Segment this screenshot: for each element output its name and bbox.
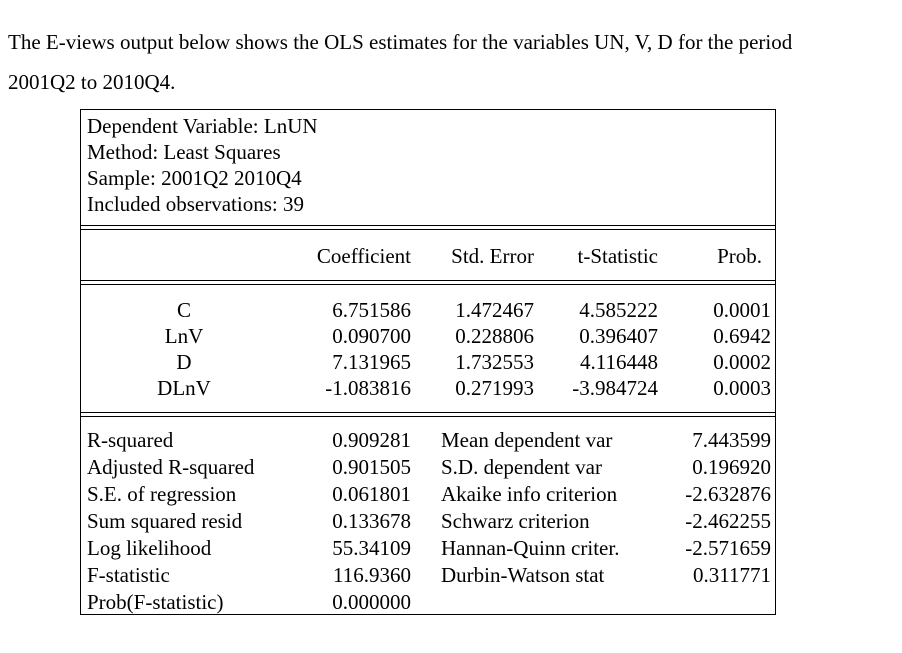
- stat-label-right: Mean dependent var: [441, 428, 613, 452]
- coef-variable: C: [176, 298, 191, 322]
- coef-std-error: 1.732553: [455, 350, 534, 374]
- column-header-t-statistic: t-Statistic: [577, 244, 658, 268]
- stat-value-right: -2.632876: [685, 482, 771, 506]
- coef-prob: 0.0002: [713, 350, 771, 374]
- method-label: Method: Least Squares: [87, 140, 281, 164]
- stat-label-right: Hannan-Quinn criter.: [441, 536, 620, 560]
- coef-variable: D: [176, 350, 192, 374]
- stat-value: 0.133678: [332, 509, 411, 533]
- stat-label-right: Durbin-Watson stat: [441, 563, 605, 587]
- column-header-coefficient: Coefficient: [316, 244, 411, 268]
- divider-line: [81, 280, 775, 281]
- divider-line: [81, 284, 775, 285]
- stat-label-right: Akaike info criterion: [441, 482, 618, 506]
- stat-value-right: -2.571659: [685, 536, 771, 560]
- column-header-prob: Prob.: [717, 244, 762, 268]
- stat-value: 0.901505: [332, 455, 411, 479]
- coef-std-error: 1.472467: [455, 298, 534, 322]
- coef-prob: 0.0003: [713, 376, 771, 400]
- intro-line-2: 2001Q2 to 2010Q4.: [8, 70, 176, 94]
- stat-value: 0.909281: [332, 428, 411, 452]
- intro-line-1: The E-views output below shows the OLS estimates for the variables UN, V, D for the period: [8, 30, 793, 54]
- observations-label: Included observations: 39: [87, 192, 304, 216]
- intro-text: [8, 22, 894, 102]
- stat-value-right: 0.196920: [692, 455, 771, 479]
- stat-label-right: Schwarz criterion: [441, 509, 590, 533]
- stat-value-right: -2.462255: [685, 509, 771, 533]
- stat-label: S.E. of regression: [87, 482, 237, 506]
- stat-label: Adjusted R-squared: [87, 455, 255, 479]
- dependent-variable-label: Dependent Variable: LnUN: [87, 114, 318, 138]
- column-header-std-error: Std. Error: [451, 244, 534, 268]
- coef-std-error: 0.228806: [455, 324, 534, 348]
- stat-value: 0.061801: [332, 482, 411, 506]
- coef-variable: DLnV: [157, 376, 211, 400]
- coef-std-error: 0.271993: [455, 376, 534, 400]
- stat-value: 55.34109: [332, 536, 411, 560]
- coef-value: 0.090700: [332, 324, 411, 348]
- coef-value: 6.751586: [332, 298, 411, 322]
- stat-label: Sum squared resid: [87, 509, 243, 533]
- divider-line: [81, 229, 775, 230]
- stat-label-right: S.D. dependent var: [441, 455, 602, 479]
- coef-variable: LnV: [164, 324, 204, 348]
- sample-label: Sample: 2001Q2 2010Q4: [87, 166, 302, 190]
- stat-label: F-statistic: [87, 563, 170, 587]
- stat-value: 116.9360: [333, 563, 411, 587]
- coef-value: 7.131965: [332, 350, 411, 374]
- coef-t-statistic: 4.585222: [579, 298, 658, 322]
- coef-value: -1.083816: [325, 376, 411, 400]
- coef-prob: 0.6942: [713, 324, 771, 348]
- divider-line: [81, 225, 775, 226]
- stat-value-right: 7.443599: [692, 428, 771, 452]
- stat-label: R-squared: [87, 428, 174, 452]
- coef-t-statistic: -3.984724: [572, 376, 658, 400]
- stat-label: Log likelihood: [87, 536, 212, 560]
- coef-prob: 0.0001: [713, 298, 771, 322]
- stat-label: Prob(F-statistic): [87, 590, 224, 614]
- coef-t-statistic: 0.396407: [579, 324, 658, 348]
- stat-value-right: 0.311771: [693, 563, 771, 587]
- divider-line: [81, 412, 775, 413]
- coef-t-statistic: 4.116448: [580, 350, 658, 374]
- eviews-output-table: [80, 109, 776, 615]
- stat-value: 0.000000: [332, 590, 411, 614]
- divider-line: [81, 416, 775, 417]
